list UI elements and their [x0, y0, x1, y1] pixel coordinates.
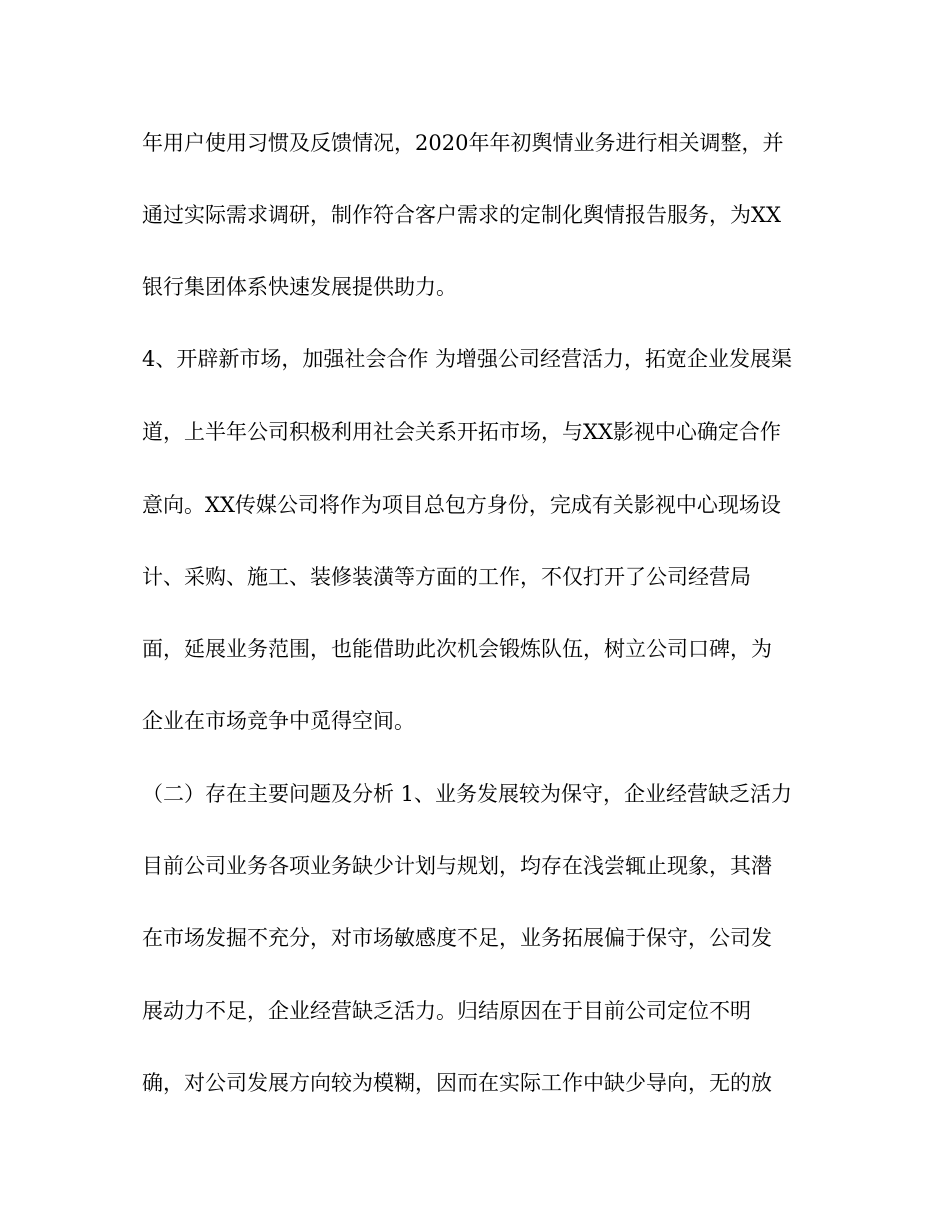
- text-line: 意向。XX传媒公司将作为项目总包方身份，完成有关影视中心现场设: [142, 493, 781, 517]
- text-line: 展动力不足，企业经营缺乏活力。归结原因在于目前公司定位不明: [142, 999, 751, 1023]
- text-line: 通过实际需求调研，制作符合客户需求的定制化舆情报告服务，为XX: [142, 203, 781, 227]
- section-heading-line: （二）存在主要问题及分析 1、业务发展较为保守，企业经营缺乏活力: [142, 782, 793, 806]
- text-line: 计、采购、施工、装修装潢等方面的工作，不仅打开了公司经营局: [142, 565, 751, 589]
- text-line: 目前公司业务各项业务缺少计划与规划，均存在浅尝辄止现象，其潜: [142, 854, 772, 878]
- text-line: 年用户使用习惯及反馈情况，2020年年初舆情业务进行相关调整，并: [142, 131, 784, 155]
- text-line: 道，上半年公司积极利用社会关系开拓市场，与XX影视中心确定合作: [142, 420, 781, 444]
- text-line: 4、开辟新市场，加强社会合作 为增强公司经营活力，拓宽企业发展渠: [142, 347, 793, 371]
- text-line: 确，对公司发展方向较为模糊，因而在实际工作中缺少导向，无的放: [142, 1071, 772, 1095]
- text-line: 企业在市场竞争中觅得空间。: [142, 709, 415, 733]
- text-line: 银行集团体系快速发展提供助力。: [142, 275, 457, 299]
- text-line: 面，延展业务范围，也能借助此次机会锻炼队伍，树立公司口碑，为: [142, 637, 772, 661]
- text-line: 在市场发掘不充分，对市场敏感度不足，业务拓展偏于保守，公司发: [142, 926, 772, 950]
